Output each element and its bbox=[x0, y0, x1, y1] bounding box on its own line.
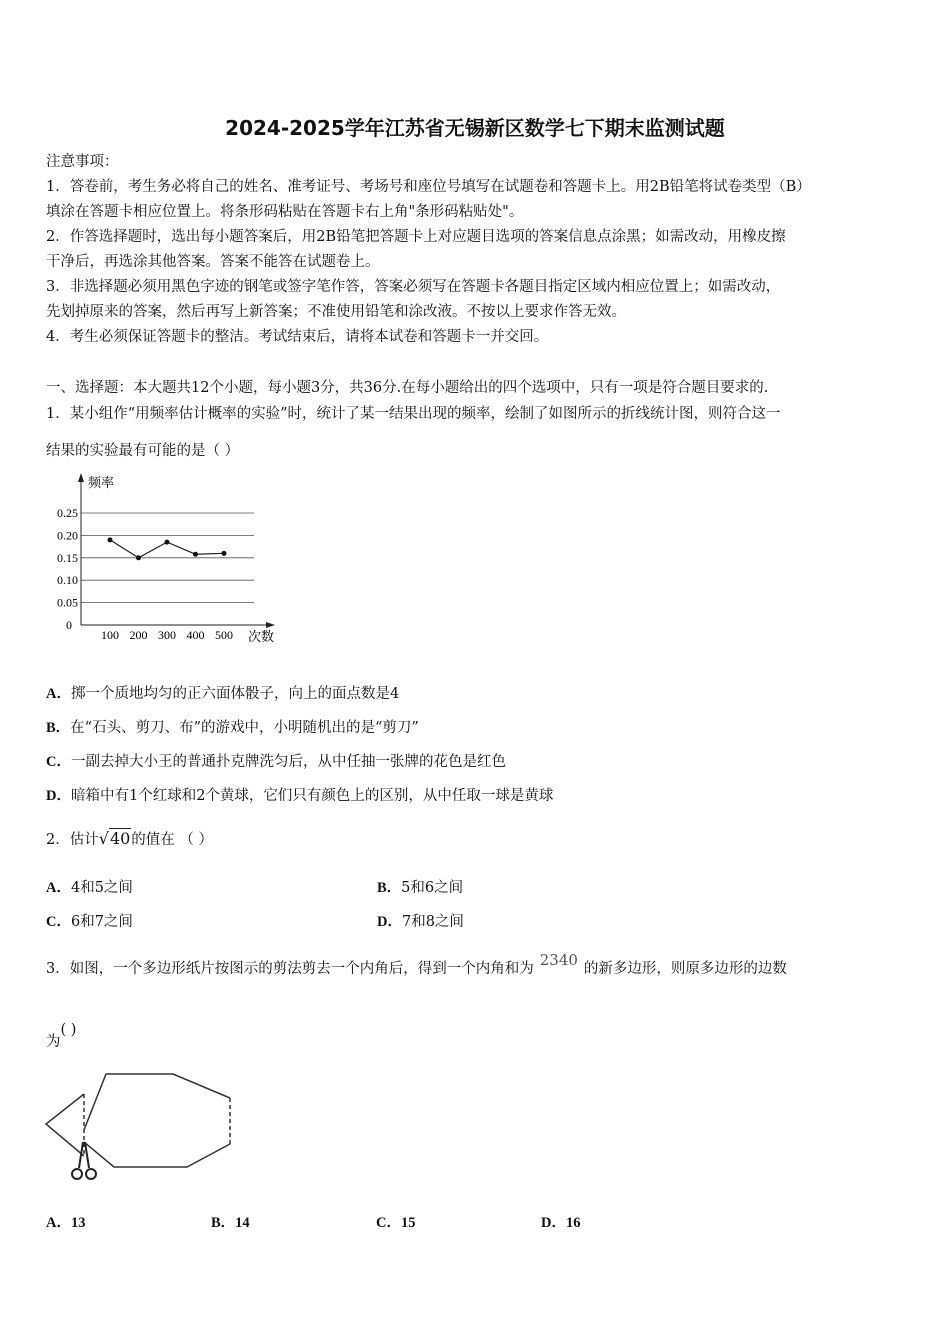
notice-line-2: 填涂在答题卡相应位置上。将条形码粘贴在答题卡右上角"条形码粘贴处"。 bbox=[46, 204, 524, 220]
scissors-icon bbox=[72, 1142, 96, 1179]
section-heading: 一、选择题：本大题共12个小题，每小题3分，共36分.在每小题给出的四个选项中，只有一项是符合题目要求的. bbox=[46, 380, 769, 396]
x-tick-label: 400 bbox=[186, 628, 205, 642]
y-axis-arrow-icon bbox=[78, 473, 84, 482]
q3-option-d[interactable]: D．16 bbox=[541, 1215, 581, 1231]
q3-stem-line1: 3．如图，一个多边形纸片按图示的剪法剪去一个内角后，得到一个内角和为 2340 的新多边形，则原多边形的边数 bbox=[46, 951, 787, 977]
data-point bbox=[165, 540, 170, 545]
data-point bbox=[108, 537, 113, 542]
notice-line-3: 2．作答选择题时，选出每小题答案后，用2B铅笔把答题卡上对应题目选项的答案信息点涂黑；如需改动，用橡皮擦 bbox=[46, 229, 786, 245]
q2-option-c[interactable]: C．6和7之间 bbox=[46, 914, 133, 930]
data-point bbox=[136, 555, 141, 560]
notice-heading: 注意事项： bbox=[46, 154, 119, 170]
y-tick-label: 0.20 bbox=[57, 528, 78, 543]
data-point bbox=[193, 552, 198, 557]
cut-off-corner bbox=[46, 1094, 84, 1156]
origin-label: 0 bbox=[66, 618, 72, 632]
polygon-cut-diagram bbox=[40, 1068, 240, 1186]
chart-gridlines bbox=[81, 513, 254, 603]
q3-option-c[interactable]: C．15 bbox=[376, 1215, 416, 1231]
q1-stem-line1: 1．某小组作“用频率估计概率的实验”时，统计了某一结果出现的频率，绘制了如图所示的折线统计图，则符合这一 bbox=[46, 406, 781, 422]
y-axis-label: 频率 bbox=[88, 475, 115, 490]
y-tick-label: 0.25 bbox=[57, 506, 78, 520]
y-tick-label: 0.15 bbox=[57, 550, 78, 565]
q1-option-b[interactable]: B．在“石头、剪刀、布”的游戏中，小明随机出的是“剪刀” bbox=[46, 720, 419, 736]
q1-option-a[interactable]: A．掷一个质地均匀的正六面体骰子，向上的面点数是4 bbox=[46, 686, 400, 702]
data-point bbox=[222, 551, 227, 556]
x-tick-label: 300 bbox=[158, 628, 176, 642]
q3-option-b[interactable]: B．14 bbox=[211, 1215, 250, 1231]
q2-option-a[interactable]: A．4和5之间 bbox=[46, 880, 133, 896]
sqrt-40: √40 bbox=[98, 829, 131, 848]
notice-block bbox=[46, 150, 906, 350]
notice-line-6: 先划掉原来的答案，然后再写上新答案；不准使用铅笔和涂改液。不按以上要求作答无效。 bbox=[46, 304, 626, 320]
page-title: 2024-2025学年江苏省无锡新区数学七下期末监测试题 bbox=[225, 116, 725, 140]
polygon-lower-edge bbox=[84, 1142, 230, 1167]
notice-line-5: 3．非选择题必须用黑色字迹的钢笔或签字笔作答，答案必须写在答题卡各题目指定区域内相应位置上；如需改动， bbox=[46, 279, 781, 295]
angle-sum-value: 2340 bbox=[539, 951, 578, 969]
frequency-chart bbox=[44, 470, 294, 650]
notice-line-4: 干净后，再选涂其他答案。答案不能答在试题卷上。 bbox=[46, 254, 380, 270]
q1-stem-line2: 结果的实验最有可能的是（ ） bbox=[46, 443, 240, 459]
q3-stem-line2: 为( ) bbox=[46, 1022, 77, 1050]
x-tick-label: 500 bbox=[215, 628, 233, 642]
notice-line-7: 4．考生必须保证答题卡的整洁。考试结束后，请将本试卷和答题卡一并交回。 bbox=[46, 329, 549, 345]
y-tick-label: 0.05 bbox=[57, 595, 78, 610]
polygon-upper-edge bbox=[84, 1074, 230, 1130]
q3-option-a[interactable]: A．13 bbox=[46, 1215, 86, 1231]
notice-line-1: 1．答卷前，考生务必将自己的姓名、准考证号、考场号和座位号填写在试题卷和答题卡上。用2B铅笔将试卷类型（B） bbox=[46, 179, 811, 195]
q2-option-d[interactable]: D．7和8之间 bbox=[377, 914, 464, 930]
x-axis-label: 次数 bbox=[248, 629, 275, 644]
x-tick-label: 100 bbox=[101, 628, 119, 642]
x-tick-label: 200 bbox=[129, 628, 148, 642]
q1-option-c[interactable]: C．一副去掉大小王的普通扑克牌洗匀后，从中任抽一张牌的花色是红色 bbox=[46, 754, 506, 770]
q2-option-b[interactable]: B．5和6之间 bbox=[377, 880, 464, 896]
x-axis-arrow-icon bbox=[266, 622, 275, 628]
q1-option-d[interactable]: D．暗箱中有1个红球和2个黄球，它们只有颜色上的区别，从中任取一球是黄球 bbox=[46, 788, 554, 804]
y-tick-label: 0.10 bbox=[57, 573, 78, 588]
q2-stem: 2．估计√40的值在 （ ） bbox=[46, 829, 214, 848]
